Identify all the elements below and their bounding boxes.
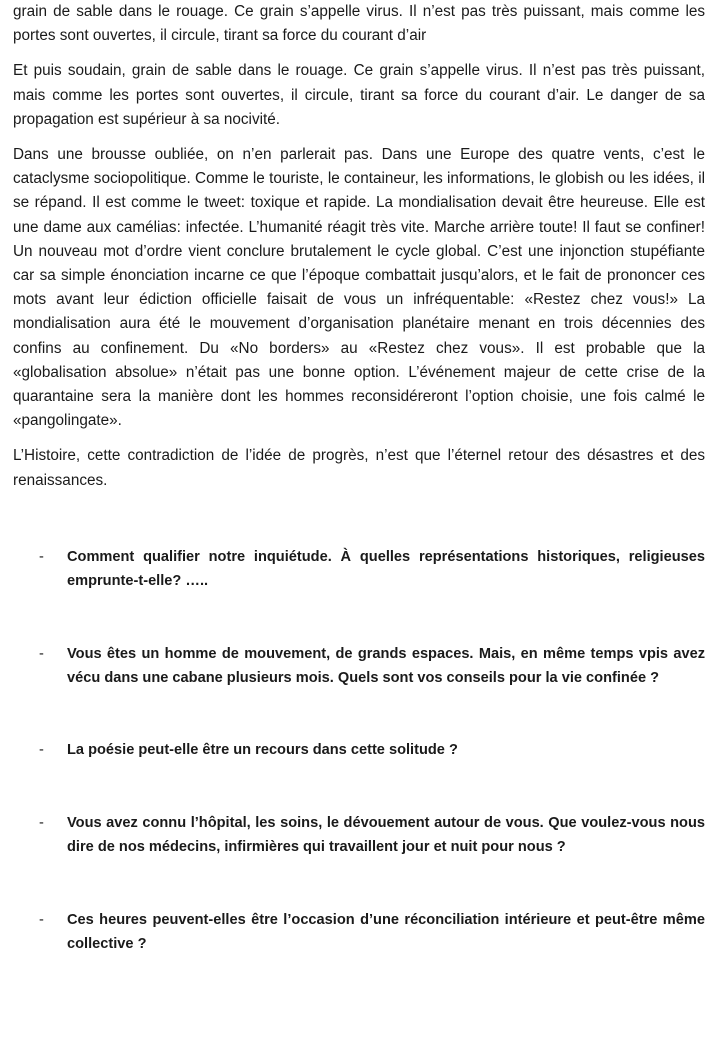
paragraph-1: grain de sable dans le rouage. Ce grain s’appelle virus. Il n’est pas très puissant, mais comme les portes sont ouvertes, il circule, tirant sa force du courant d’air bbox=[13, 3, 705, 45]
bullet-dash: - bbox=[39, 548, 44, 565]
bullet-dash: - bbox=[39, 645, 44, 662]
paragraph-2: Et puis soudain, grain de sable dans le rouage. Ce grain s’appelle virus. Il n’est pas très puissant, mais comme les portes sont ouvertes, il circule, tirant sa force du courant d’air. Le danger de sa propagation est supérieur à sa nocivité. bbox=[13, 62, 705, 128]
paragraph-4: L’Histoire, cette contradiction de l’idée de progrès, n’est que l’éternel retour des désastres et des renaissances. bbox=[13, 447, 705, 489]
paragraph-3: Dans une brousse oubliée, on n’en parlerait pas. Dans une Europe des quatre vents, c’est le cataclysme sociopolitique. Comme le touriste, le containeur, les informations, le globish ou les idées, il se répand. Il est comme le tweet: toxique et rapide. La mondialisation devait être heureuse. Elle est une dame aux camélias: infectée. L’humanité réagit très vite. Marche arrière toute! Il faut se confiner! Un nouveau mot d’ordre vient conclure brutalement le cycle global. C’est une injonction stupéfiante car sa simple énonciation incarne ce que l’époque combattait jusqu’alors, et le fait de prononcer ces mots avant leur édiction officielle faisait de vous un infréquentable: «Restez chez vous!» La mondialisation aura été le mouvement d’organisation planétaire menant en trois décennies des confins au confinement. Du «No borders» au «Restez chez vous». Il est probable que la «globalisation absolue» n’était pas une bonne option. L’événement majeur de cette crise de la quarantaine sera la manière dont les hommes reconsidéreront l’option choisie, une fois calmé le «pangolingate». bbox=[13, 146, 705, 430]
question-text: La poésie peut-elle être un recours dans cette solitude ? bbox=[67, 742, 458, 759]
question-item-1 bbox=[13, 545, 705, 594]
question-item-5 bbox=[13, 908, 705, 957]
question-item-4 bbox=[13, 811, 705, 860]
question-list bbox=[13, 545, 705, 957]
bullet-dash: - bbox=[39, 814, 44, 831]
document-page bbox=[13, 0, 705, 957]
bullet-dash: - bbox=[39, 911, 44, 928]
bullet-dash: - bbox=[39, 742, 44, 759]
question-item-3 bbox=[13, 738, 705, 762]
question-text: Ces heures peuvent-elles être l’occasion d’une réconciliation intérieure et peut-être même collective ? bbox=[67, 911, 705, 953]
question-item-2 bbox=[13, 642, 705, 691]
question-text: Vous êtes un homme de mouvement, de grands espaces. Mais, en même temps vpis avez vécu dans une cabane plusieurs mois. Quels sont vos conseils pour la vie confinée ? bbox=[67, 645, 705, 687]
question-text: Vous avez connu l’hôpital, les soins, le dévouement autour de vous. Que voulez-vous nous dire de nos médecins, infirmières qui travaillent jour et nuit pour nous ? bbox=[67, 814, 705, 856]
question-text: Comment qualifier notre inquiétude. À quelles représentations historiques, religieuses emprunte-t-elle? ….. bbox=[67, 548, 705, 590]
